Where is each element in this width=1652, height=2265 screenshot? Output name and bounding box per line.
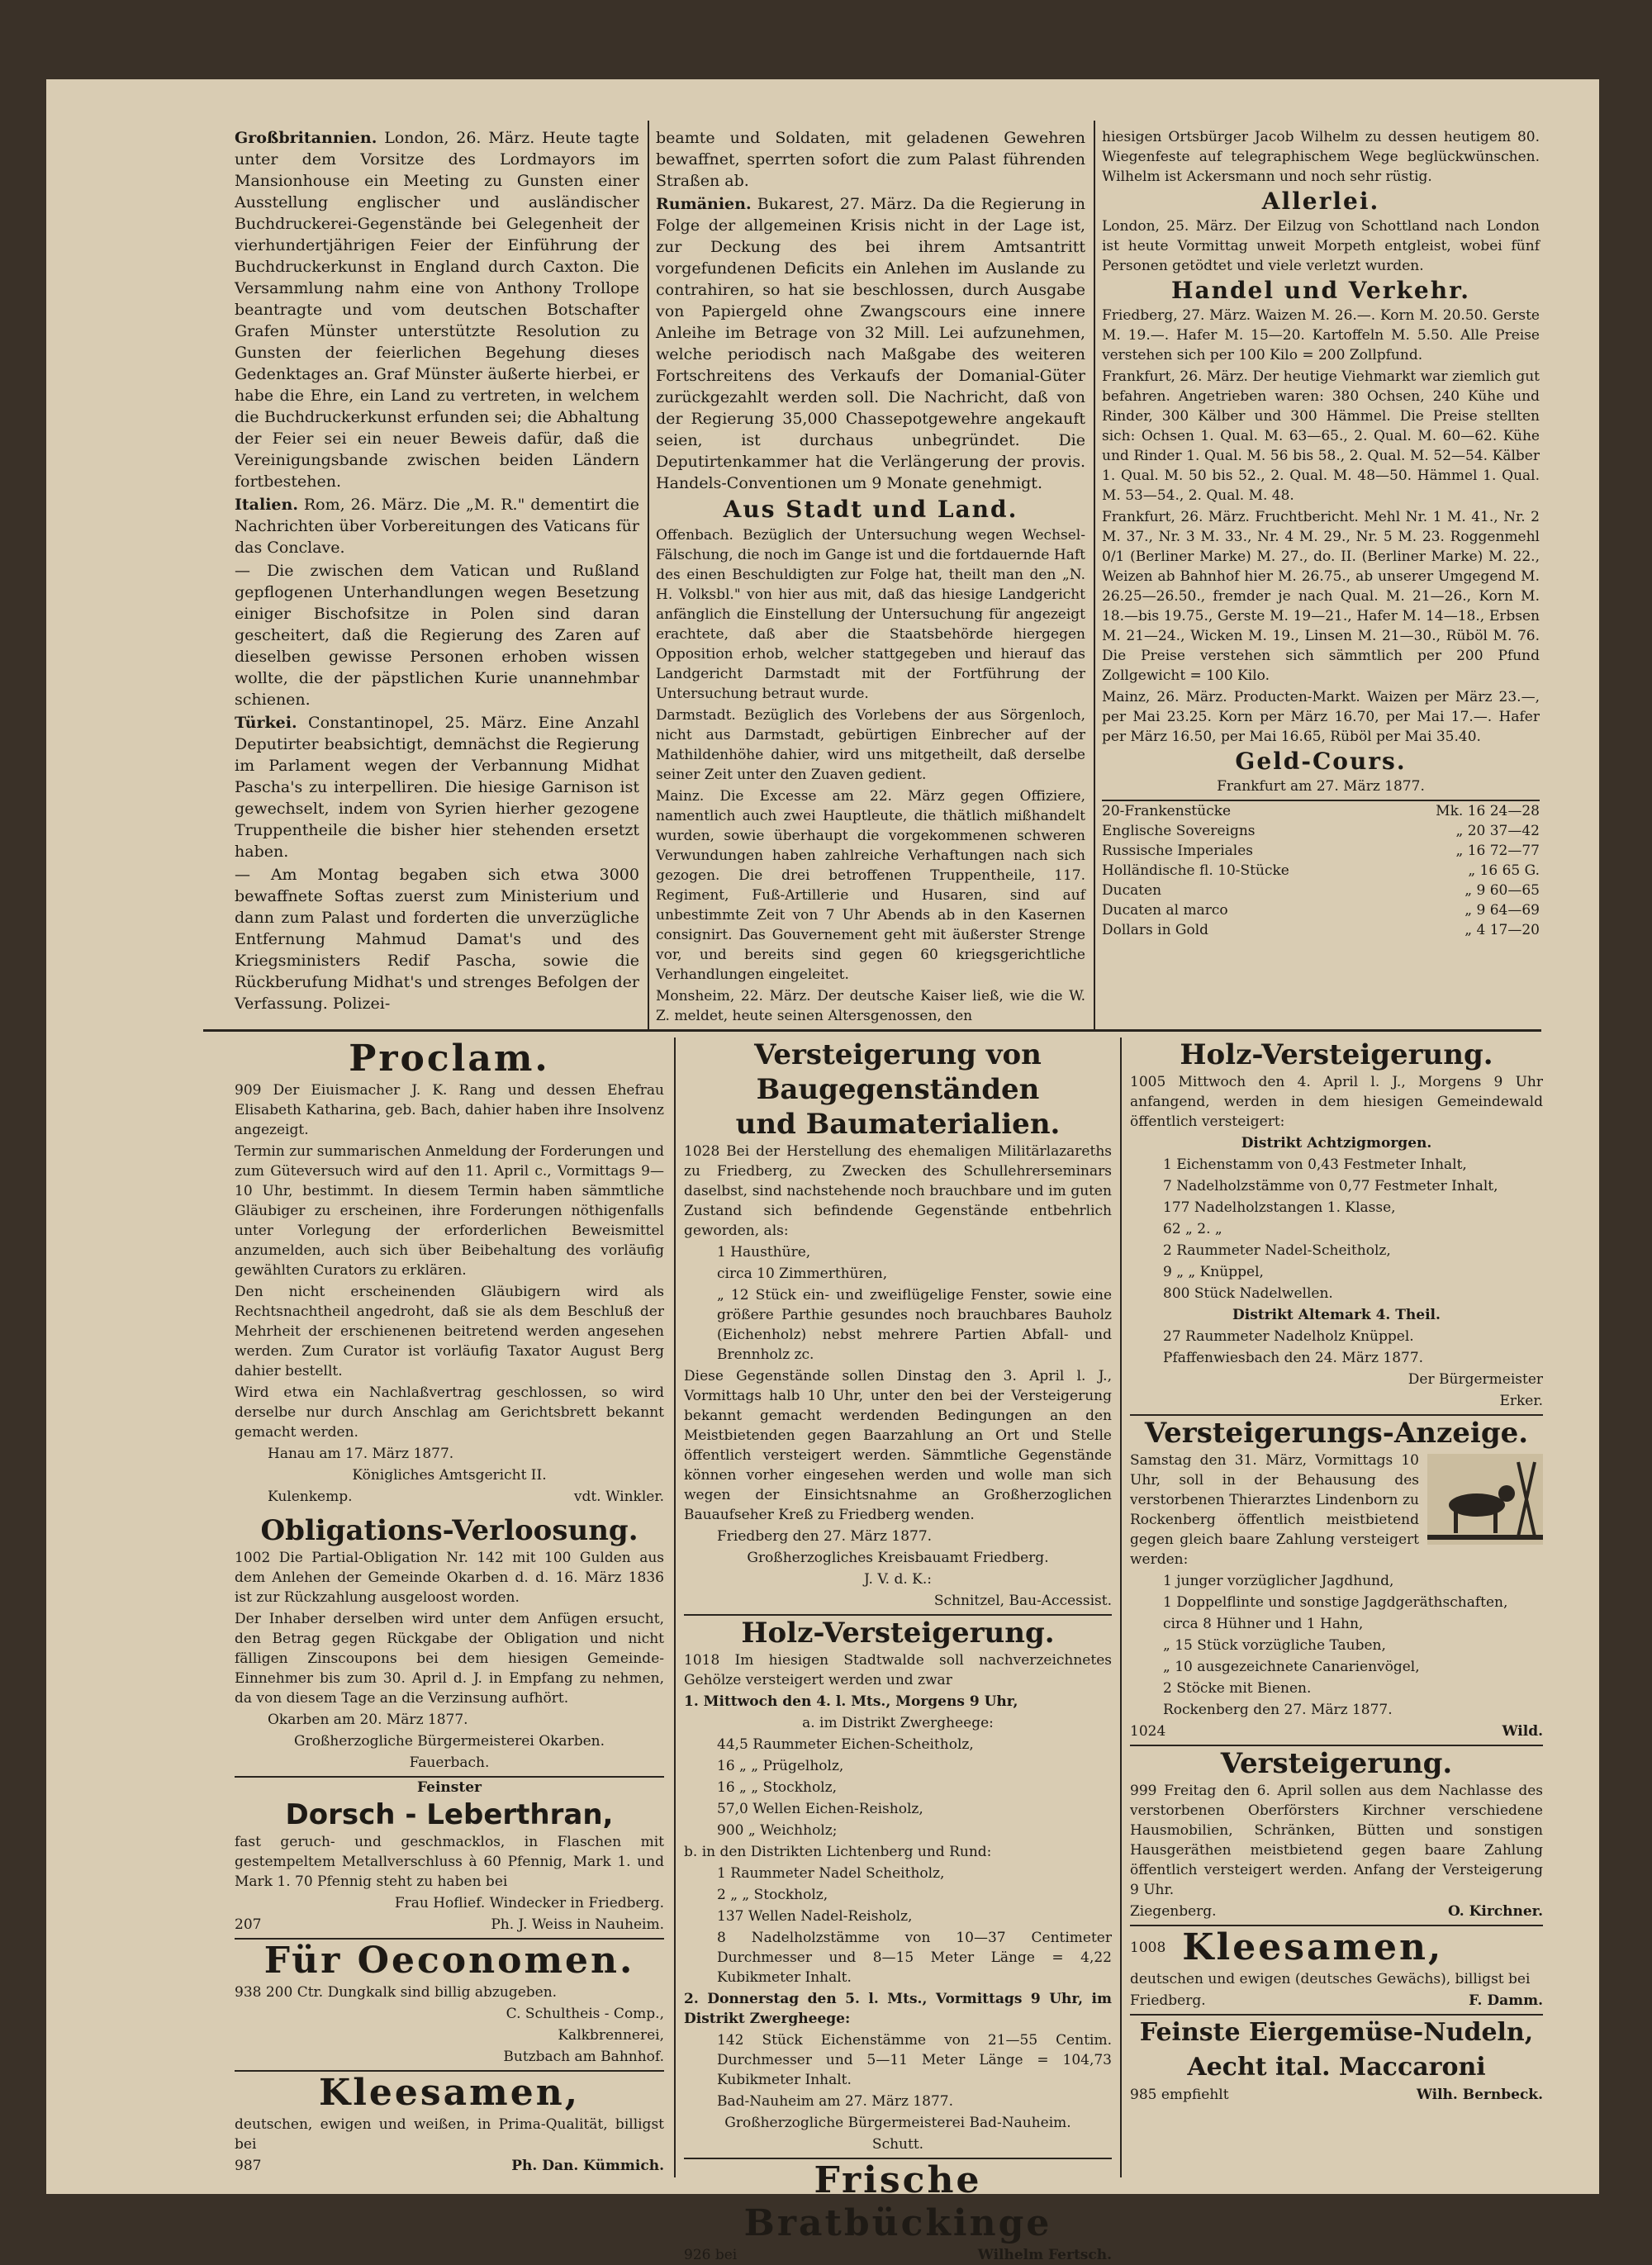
holz-1-heading: Holz-Versteigerung.	[1180, 1038, 1493, 1071]
list-item: „ 10 ausgezeichnete Canarienvögel,	[1163, 1659, 1420, 1675]
versteigerungs-anzeige-number: 1024	[1130, 1723, 1166, 1740]
holz-1-signature: Der Bürgermeister	[1408, 1371, 1543, 1388]
column-3	[1102, 127, 1540, 940]
newspaper-page	[46, 79, 1599, 2263]
table-row: Holländische fl. 10-Stücke „ 16 65 G.	[1102, 862, 1540, 879]
article-allerlei: London, 25. März. Der Eilzug von Schottland nach London ist heute Vormittag unweit Morpeth entgleist, wobei fünf Personen getödtet und viele verletzt wurden.	[1102, 218, 1540, 274]
bau-heading-1: Versteigerung von Baugegenständen	[754, 1038, 1042, 1106]
versteigerung-text: 999 Freitag den 6. April sollen aus dem Nachlasse des verstorbenen Oberförsters Kirchner verschiedene Hausmobilien, Schränken, Bütten und sonstigen Hausgeräthen meistbietend gegen baare Zahlung öffentlich versteigert werden. Anfang der Versteigerung 9 Uhr.	[1130, 1783, 1543, 1898]
article-handel-4: Mainz, 26. März. Producten-Markt. Waizen per März 23.—, per Mai 23.25. Korn per März 16.70, per Mai 17.—. Hafer per März 16.50, per Mai 16.65, Rüböl per Mai 35.40.	[1102, 689, 1540, 745]
list-item: 16 „ „ Prügelholz,	[717, 1758, 844, 1774]
table-row: Ducaten al marco „ 9 64—69	[1102, 902, 1540, 919]
dorsch-heading: Dorsch - Leberthran,	[285, 1798, 614, 1831]
heading-rumaenien: Rumänien.	[656, 195, 752, 213]
holz-2-date-1: 1. Mittwoch den 4. l. Mts., Morgens 9 Uhr,	[684, 1693, 1018, 1710]
ads-column-1	[235, 1038, 664, 2176]
kleesamen-number-1: 987	[235, 2158, 262, 2174]
versteigerungs-anzeige-heading: Versteigerungs-Anzeige.	[1144, 1417, 1529, 1450]
bau-signature: Schnitzel, Bau-Accessist.	[933, 1593, 1112, 1609]
article-tr: Constantinopel, 25. März. Eine Anzahl Deputirter beabsichtigt, demnächst die Regierung im Parlament wegen der Verbannung Midhat Pascha's zu interpelliren. Die hiesige Garnison ist gewechselt, indem von Syrien hierher gezogene Truppentheile die bisher hier stehenden ersetzt haben.	[235, 714, 639, 861]
obligations-heading: Obligations-Verloosung.	[260, 1514, 638, 1547]
list-item: 1 Doppelflinte und sonstige Jagdgeräthschaften,	[1163, 1594, 1508, 1611]
heading-italien: Italien.	[235, 496, 298, 514]
table-row: Dollars in Gold „ 4 17—20	[1102, 922, 1540, 938]
list-item: 57,0 Wellen Eichen-Reisholz,	[717, 1801, 923, 1817]
proclam-text-2: Termin zur summarischen Anmeldung der Forderungen und zum Güteversuch wird auf den 11. April c., Vormittags 9—10 Uhr, bestimmt. In diesem Termin haben sämmtliche Gläubiger zu erscheinen, ihre Forderungen nöthigenfalls unter Vorlegung der erforderlichen Beweismittel anzumelden, auch sich über Beibehaltung des vorläufig gewählten Curators zu erklären.	[235, 1143, 664, 1279]
versteigerungs-anzeige-signature: Wild.	[1502, 1723, 1543, 1740]
proclam-signature-2: vdt. Winkler.	[573, 1489, 664, 1505]
heading-handel: Handel und Verkehr.	[1171, 277, 1470, 304]
nudeln-signature: Wilh. Bernbeck.	[1416, 2087, 1543, 2103]
bau-text-2: Diese Gegenstände sollen Dinstag den 3. April l. J., Vormittags halb 10 Uhr, unter den bei der Versteigerung bekannt gemacht werdenden Bedingungen an den Meistbietenden gegen Baarzahlung an Ort und Stelle öffentlich versteigert werden. Sämmtliche Gegenstände können vorher eingesehen werden und wolle man sich wegen der Einsichtsnahme an Großherzoglichen Bauaufseher Kreß zu Friedberg wenden.	[684, 1368, 1112, 1523]
bratbueckinge-number: 926	[684, 2247, 711, 2263]
article-darmstadt: Darmstadt. Bezüglich des Vorlebens der aus Sörgenloch, nicht aus Darmstadt, gebürtigen Einbrecher auf der Mathildenhöhe dahier, wird uns mitgetheilt, daß derselbe seiner Zeit unter den Zuaven gedient.	[656, 707, 1085, 783]
proclam-text-4: Wird etwa ein Nachlaßvertrag geschlossen, so wird derselbe nur durch Anschlag am Gerichtsbrett bekannt gemacht werden.	[235, 1384, 664, 1441]
article-handel-1: Friedberg, 27. März. Waizen M. 26.—. Korn M. 20.50. Gerste M. 19.—. Hafer M. 15—20. Kartoffeln M. 5.50. Alle Preise verstehen sich per 100 Kilo = 200 Zollpfund.	[1102, 307, 1540, 363]
obligations-text-2: Der Inhaber derselben wird unter dem Anfügen ersucht, den Betrag gegen Rückgabe der Obligation und nicht fälligen Zinscoupons bei dem hiesigen Gemeinde-Einnehmer bis zum 30. April d. J. in Empfang zu nehmen, da von diesem Tage an die Verzinsung aufhört.	[235, 1611, 664, 1707]
nudeln-heading-2: Aecht ital. Maccaroni	[1187, 2053, 1486, 2082]
holz-1-district-1: Distrikt Achtzigmorgen.	[1241, 1135, 1432, 1151]
article-mainz: Mainz. Die Excesse am 22. März gegen Offiziere, namentlich auch zwei Hauptleute, die thätlich mißhandelt wurden, sowie überhaupt die vorgekommenen schweren Verwundungen haben zahlreiche Verhaftungen nach sich gezogen. Die drei betroffenen Truppentheile, 117. Regiment, Fuß-Artillerie und Husaren, sind auf unbestimmte Zeit von 7 Uhr Abends ab in den Kasernen consignirt. Das Gouvernement geht mit äußerster Strenge vor, und bereits sind gegen 60 kriegsgerichtliche Verhandlungen eingeleitet.	[656, 788, 1085, 983]
proclam-date: Hanau am 17. März 1877.	[268, 1446, 454, 1462]
holz-2-district-a: a. im Distrikt Zwergheege:	[802, 1715, 994, 1731]
hunting-dog-illustration-icon	[1427, 1454, 1543, 1545]
holz-1-name: Erker.	[1499, 1393, 1543, 1409]
bau-item-1: 1 Hausthüre,	[717, 1244, 811, 1261]
bratbueckinge-heading: Frische Bratbückinge	[743, 2159, 1052, 2244]
ads-column-3: Holz-Versteigerung. 1005 Mittwoch den 4. April l. J., Morgens 9 Uhr anfangend, werden in dem hiesigen Gemeindewald öffentlich versteigert: Distrikt Achtzigmorgen. 1 Eichenstamm von 0,43 Festmeter Inhalt, 7 Nadelholzstämme von 0,77 Festmeter Inhalt, 177 Nadelholzstangen 1. Klasse, 62 „ 2. „ 2 Raummeter Nadel-Scheitholz, 9 „ „ Knüppel, 800 Stück Nadelwellen. Distrikt Altemark 4. Theil. 27 Raummeter Nadelholz Knüppel. Pfaffenwiesbach den 24. März 1877. Der Bürgermeister Erker. Versteigerungs-Anzeige. Samstag den 31. März, Vormittags 10 Uhr, soll in der Behausung des verstorbenen Thierarztes Lindenborn zu Rockenberg öffentlich meistbietend gegen gleich baare Zahlung versteigert werden: 1 junger vorzüglicher Jagdhund, 1 Doppelflinte und sonstige Jagdgeräthschaften, circa 8 Hühner und 1 Hahn, „ 15 Stück vorzügliche Tauben, „ 10 ausgezeichnete Canarienvögel, 2 Stöcke mit Bienen. Rockenberg den 27. März 1877. 1024 Wild. Versteigerung. 999 Freitag den 6. April sollen aus dem Nachlasse des verstorbenen Oberförsters Kirchner verschiedene Hausmobilien, Schränken, Bütten und sonstigen Hausgeräthen meistbietend gegen baare Zahlung öffentlich versteigert werden. Anfang der Versteigerung 9 Uhr. Ziegenberg. O. Kirchner. 1008 Kleesamen, deutschen und ewigen (deutsches Gewächs), billigst bei Friedberg. F. Damm. Feinste Eiergemüse-Nudeln, Aecht ital. Maccaroni 985 empfiehlt Wilh. Bernbeck.	[1130, 1038, 1543, 2103]
list-item: 8 Nadelholzstämme von 10—37 Centimeter Durchmesser und 8—15 Meter Länge = 4,22 Kubikmeter Inhalt.	[717, 1930, 1112, 1986]
holz-1-date: Pfaffenwiesbach den 24. März 1877.	[1163, 1350, 1424, 1366]
column-1	[235, 127, 639, 1016]
article-it-2: — Die zwischen dem Vatican und Rußland gepflogenen Unterhandlungen wegen Besetzung einiger Bischofsitze in Polen sind daran gescheitert, daß die Regierung des Zaren auf dieselben gewisse Personen erhoben wissen wollte, die der päpstlichen Kurie unannehmbar schienen.	[235, 562, 639, 709]
list-item: „ 15 Stück vorzügliche Tauben,	[1163, 1637, 1386, 1654]
oeconomen-text: 938 200 Ctr. Dungkalk sind billig abzugeben.	[235, 1984, 558, 2001]
table-row: Ducaten „ 9 60—65	[1102, 882, 1540, 899]
kleesamen-text-1: deutschen, ewigen und weißen, in Prima-Qualität, billigst bei	[235, 2116, 664, 2153]
article-offenbach: Offenbach. Bezüglich der Untersuchung wegen Wechsel-Fälschung, die noch im Gange ist und die fortdauernde Haft des einen Beschuldigten zur Folge hat, theilt man den „N. H. Volksbl." von hier aus mit, daß das hiesige Landgericht anfänglich die Einstellung der Untersuchung für angezeigt erachtete, daß aber die Staatsbehörde hiergegen Opposition erhob, welcher stattgegeben und hierauf das Landgericht Darmstadt mit der Fortführung der Untersuchung betraut wurde.	[656, 527, 1085, 702]
kleesamen-place-2: Friedberg.	[1130, 1992, 1206, 2009]
list-item: 7 Nadelholzstämme von 0,77 Festmeter Inhalt,	[1163, 1178, 1498, 1194]
versteigerung-place: Ziegenberg.	[1130, 1903, 1217, 1920]
proclam-court: Königliches Amtsgericht II.	[352, 1467, 547, 1484]
article-ro: Bukarest, 27. März. Da die Regierung in Folge der allgemeinen Krisis nicht in der Lage ist, zur Deckung des bei ihrem Amtsantritt vorgefundenen Deficits ein Anlehen im Auslande zu contrahiren, so hat sie beschlossen, durch Ausgabe von Papiergeld ohne Zwangscours eine innere Anleihe im Betrage von 32 Mill. Lei aufzunehmen, welche periodisch nach Maßgabe des weiteren Fortschreitens des Verkaufs der Domanial-Güter zurückgezahlt werden soll. Die Nachricht, daß von der Regierung 35,000 Chassepotgewehre angekauft seien, ist durchaus unbegründet. Die Deputirtenkammer hat die Verlängerung der provis. Handels-Conventionen um 9 Monate genehmigt.	[656, 195, 1085, 492]
dorsch-seller-2: Ph. J. Weiss in Nauheim.	[491, 1916, 664, 1933]
holz-2-date-2: 2. Donnerstag den 5. l. Mts., Vormittags 9 Uhr, im Distrikt Zwergheege:	[684, 1991, 1112, 2027]
list-item: 62 „ 2. „	[1163, 1221, 1222, 1237]
article-gb: London, 26. März. Heute tagte unter dem Vorsitze des Lordmayors im Mansionhouse ein Meeting zu Gunsten einer Ausstellung englischer und ausländischer Buchdruckerei-Gegenstände bei Gelegenheit der vierhundertjährigen Feier der Einführung der Buchdruckerkunst in England durch Caxton. Die Versammlung nahm eine von Anthony Trollope beantragte und vom deutschen Botschafter Grafen Münster unterstützte Resolution zu Gunsten der feierlichen Begehung dieses Gedenktages an. Graf Münster äußerte hierbei, er habe die Ehre, ein Land zu vertreten, in welchem die Buchdruckerkunst erfunden sei; die Abhaltung der Feier sei ein neuer Beweis dafür, daß die Vereinigungsbande zwischen beiden Ländern fortbestehen.	[235, 129, 639, 491]
list-item: 44,5 Raummeter Eichen-Scheitholz,	[717, 1736, 974, 1753]
column-rule-1	[648, 121, 649, 1029]
obligations-signature: Großherzogliche Bürgermeisterei Okarben.	[293, 1733, 605, 1750]
heading-allerlei: Allerlei.	[1261, 188, 1380, 215]
kleesamen-signature-1: Ph. Dan. Kümmich.	[511, 2158, 664, 2174]
heading-tuerkei: Türkei.	[235, 714, 297, 732]
holz-2-signature: Großherzogliche Bürgermeisterei Bad-Nauheim.	[724, 2115, 1071, 2131]
section-rule	[203, 1029, 1541, 1032]
obligations-text: 1002 Die Partial-Obligation Nr. 142 mit 100 Gulden aus dem Anlehen der Gemeinde Okarben d. d. 16. März 1836 ist zur Rückzahlung ausgeloost worden.	[235, 1550, 664, 1606]
article-it: Rom, 26. März. Die „M. R." dementirt die Nachrichten über Vorbereitungen des Vaticans für das Conclave.	[235, 496, 639, 557]
bau-date: Friedberg den 27. März 1877.	[717, 1528, 933, 1545]
versteigerung-heading: Versteigerung.	[1220, 1747, 1453, 1780]
holz-2-text: 1018 Im hiesigen Stadtwalde soll nachverzeichnetes Gehölze versteigert werden und zwar	[684, 1652, 1112, 1688]
geld-cours-table	[1102, 800, 1540, 940]
bau-text: 1028 Bei der Herstellung des ehemaligen Militärlazareths zu Friedberg, zu Zwecken des Schullehrerseminars daselbst, sind nachstehende noch brauchbare und im guten Zustand sich befindende Gegenstände entbehrlich geworden, als:	[684, 1143, 1112, 1239]
list-item: 9 „ „ Knüppel,	[1163, 1264, 1264, 1280]
holz-2-heading: Holz-Versteigerung.	[741, 1617, 1055, 1650]
nudeln-heading-1: Feinste Eiergemüse-Nudeln,	[1139, 2018, 1534, 2047]
dorsch-seller-1: Frau Hoflief. Windecker in Friedberg.	[394, 1895, 664, 1911]
table-row: Englische Sovereigns „ 20 37—42	[1102, 823, 1540, 839]
dorsch-text: fast geruch- und geschmacklos, in Flaschen mit gestempeltem Metallverschluss à 60 Pfennig, Mark 1. und Mark 1. 70 Pfennig steht zu haben bei	[235, 1834, 664, 1890]
table-row: 20-Frankenstücke Mk. 16 24—28	[1102, 803, 1540, 819]
list-item: 2 Raummeter Nadel-Scheitholz,	[1163, 1242, 1391, 1259]
article-continued: beamte und Soldaten, mit geladenen Gewehren bewaffnet, sperrten sofort die zum Palast führenden Straßen ab.	[656, 129, 1085, 190]
proclam-signature-1: Kulenkemp.	[268, 1489, 353, 1505]
list-item: 2 „ „ Stockholz,	[717, 1887, 828, 1903]
kleesamen-number-2: 1008	[1130, 1940, 1166, 1956]
article-handel-2: Frankfurt, 26. März. Der heutige Viehmarkt war ziemlich gut befahren. Angetrieben waren: 380 Ochsen, 240 Kühe und Rinder, 300 Kälber und 300 Hämmel. Die Preise stellten sich: Ochsen 1. Qual. M. 63—65., 2. Qual. M. 60—62. Kühe und Rinder 1. Qual. M. 56 bis 58., 2. Qual. M. 52—54. Kälber 1. Qual. M. 50 bis 52., 2. Qual. M. 48—50. Hämmel 1. Qual. M. 53—54., 2. Qual. M. 48.	[1102, 368, 1540, 504]
oeconomen-firm-2: Kalkbrennerei,	[558, 2027, 664, 2044]
article-wilhelm: hiesigen Ortsbürger Jacob Wilhelm zu dessen heutigem 80. Wiegenfeste auf telegraphischem Wege beglückwünschen. Wilhelm ist Ackersmann und noch sehr rüstig.	[1102, 129, 1540, 185]
article-monsheim: Monsheim, 22. März. Der deutsche Kaiser ließ, wie die W. Z. meldet, heute seinen Altersgenossen, den	[656, 988, 1085, 1024]
versteigerung-signature: O. Kirchner.	[1447, 1903, 1543, 1920]
bratbueckinge-signature: Wilhelm Fertsch.	[977, 2247, 1112, 2263]
versteigerungs-anzeige-date: Rockenberg den 27. März 1877.	[1163, 1702, 1393, 1718]
list-item: 1 Eichenstamm von 0,43 Festmeter Inhalt,	[1163, 1156, 1467, 1173]
holz-1-text: 1005 Mittwoch den 4. April l. J., Morgens 9 Uhr anfangend, werden in dem hiesigen Gemeindewald öffentlich versteigert:	[1130, 1074, 1543, 1130]
obligations-date: Okarben am 20. März 1877.	[268, 1712, 468, 1728]
oeconomen-firm-3: Butzbach am Bahnhof.	[503, 2049, 664, 2065]
ads-column-2: Versteigerung von Baugegenständen und Baumaterialien. 1028 Bei der Herstellung des ehemaligen Militärlazareths zu Friedberg, zu Zwecken des Schullehrerseminars daselbst, sind nachstehende noch brauchbare und im guten Zustand sich befindende Gegenstände entbehrlich geworden, als: 1 Hausthüre, circa 10 Zimmerthüren, „ 12 Stück ein- und zweiflügelige Fenster, sowie eine größere Parthie gesundes noch brauchbares Bauholz (Eichenholz) nebst mehrere Partien Abfall- und Brennholz zc. Diese Gegenstände sollen Dinstag den 3. April l. J., Vormittags halb 10 Uhr, unter den bei der Versteigerung bekannt gemacht werdenden Bedingungen an den Meistbietenden gegen Baarzahlung an Ort und Stelle öffentlich versteigert werden. Sämmtliche Gegenstände können vorher eingesehen werden und wolle man sich wegen der Einsichtsnahme an Großherzoglichen Bauaufseher Kreß zu Friedberg wenden. Friedberg den 27. März 1877. Großherzogliches Kreisbauamt Friedberg. J. V. d. K.: Schnitzel, Bau-Accessist. Holz-Versteigerung. 1018 Im hiesigen Stadtwalde soll nachverzeichnetes Gehölze versteigert werden und zwar 1. Mittwoch den 4. l. Mts., Morgens 9 Uhr, a. im Distrikt Zwergheege: 44,5 Raummeter Eichen-Scheitholz, 16 „ „ Prügelholz, 16 „ „ Stockholz, 57,0 Wellen Eichen-Reisholz, 900 „ Weichholz; b. in den Distrikten Lichtenberg und Rund: 1 Raummeter Nadel Scheitholz, 2 „ „ Stockholz, 137 Wellen Nadel-Reisholz, 8 Nadelholzstämme von 10—37 Centimeter Durchmesser und 8—15 Meter Länge = 4,22 Kubikmeter Inhalt. 2. Donnerstag den 5. l. Mts., Vormittags 9 Uhr, im Distrikt Zwergheege: 142 Stück Eichenstämme von 21—55 Centim. Durchmesser und 5—11 Meter Länge = 104,73 Kubikmeter Inhalt. Bad-Nauheim am 27. März 1877. Großherzogliche Bürgermeisterei Bad-Nauheim. Schutt. Frische Bratbückinge 926 bei Wilhelm Fertsch.	[684, 1038, 1112, 2263]
list-item: 1 Raummeter Nadel Scheitholz,	[717, 1865, 945, 1882]
nudeln-number: 985	[1130, 2087, 1157, 2103]
obligations-name: Fauerbach.	[409, 1755, 490, 1771]
column-rule-4	[1120, 1038, 1122, 2177]
proclam-heading: Proclam.	[349, 1038, 550, 1080]
list-item: 142 Stück Eichenstämme von 21—55 Centim. Durchmesser und 5—11 Meter Länge = 104,73 Kubikmeter Inhalt.	[717, 2032, 1112, 2088]
list-item: 2 Stöcke mit Bienen.	[1163, 1680, 1312, 1697]
heading-geld-cours: Geld-Cours.	[1235, 748, 1407, 775]
heading-stadt-und-land: Aus Stadt und Land.	[723, 496, 1018, 523]
holz-2-name: Schutt.	[871, 2136, 924, 2153]
dorsch-number: 207	[235, 1916, 262, 1933]
geld-cours-date: Frankfurt am 27. März 1877.	[1217, 778, 1425, 795]
dorsch-top: Feinster	[417, 1779, 482, 1796]
bau-heading-2: und Baumaterialien.	[735, 1108, 1061, 1141]
proclam-text: 909 Der Eiuismacher J. K. Rang und dessen Ehefrau Elisabeth Katharina, geb. Bach, dahier haben ihre Insolvenz angezeigt.	[235, 1082, 664, 1138]
list-item: 900 „ Weichholz;	[717, 1822, 838, 1839]
list-item: 1 junger vorzüglicher Jagdhund,	[1163, 1573, 1394, 1589]
oeconomen-heading: Für Oeconomen.	[263, 1940, 635, 1982]
column-rule-3	[674, 1038, 676, 2177]
proclam-text-3: Den nicht erscheinenden Gläubigern wird als Rechtsnachtheil angedroht, daß sie als dem Beschluß der Mehrheit der erschienenen beitretend werden angesehen werden. Zum Curator ist vorläufig Taxator August Berg dahier bestellt.	[235, 1284, 664, 1379]
holz-2-date: Bad-Nauheim am 27. März 1877.	[717, 2093, 953, 2110]
list-item: 16 „ „ Stockholz,	[717, 1779, 837, 1796]
list-item: 137 Wellen Nadel-Reisholz,	[717, 1908, 913, 1925]
kleesamen-text-2: deutschen und ewigen (deutsches Gewächs), billigst bei	[1130, 1971, 1531, 1987]
article-handel-3: Frankfurt, 26. März. Fruchtbericht. Mehl Nr. 1 M. 41., Nr. 2 M. 37., Nr. 3 M. 33., Nr. 4 M. 29., Nr. 5 M. 23. Roggenmehl 0/1 (Berliner Marke) M. 27., do. II. (Berliner Marke) M. 22., Weizen ab Bahnhof hier M. 26.75., ab unserer Umgegend M. 26.25—26.50., fremder je nach Qual. M. 21—26., Korn M. 18.—bis 19.75., Gerste M. 19—21., Hafer M. 14—18., Erbsen M. 21—24., Wicken M. 19., Linsen M. 21—30., Rüböl M. 76. Die Preise verstehen sich sämmtlich per 200 Pfund Zollgewicht = 100 Kilo.	[1102, 509, 1540, 684]
bau-vbdr: J. V. d. K.:	[864, 1571, 932, 1588]
column-rule-2	[1094, 121, 1095, 1029]
heading-grossbritannien: Großbritannien.	[235, 129, 377, 147]
column-2	[656, 127, 1085, 1028]
list-item: 177 Nadelholzstangen 1. Klasse,	[1163, 1199, 1396, 1216]
list-item: 27 Raummeter Nadelholz Knüppel.	[1163, 1328, 1414, 1345]
list-item: circa 8 Hühner und 1 Hahn,	[1163, 1616, 1364, 1632]
article-tr-2: — Am Montag begaben sich etwa 3000 bewaffnete Softas zuerst zum Ministerium und dann zum Palast und forderten die unverzügliche Entfernung Mahmud Damat's und des Kriegsministers Redif Pascha, sowie die Rückberufung Midhat's und strenges Befolgen der Verfassung. Polizei-	[235, 866, 639, 1013]
bau-item-3: „ 12 Stück ein- und zweiflügelige Fenster, sowie eine größere Parthie gesundes noch brauchbares Bauholz (Eichenholz) nebst mehrere Partien Abfall- und Brennholz zc.	[717, 1287, 1112, 1363]
table-row: Russische Imperiales „ 16 72—77	[1102, 843, 1540, 859]
holz-1-district-2: Distrikt Altemark 4. Theil.	[1232, 1307, 1441, 1323]
kleesamen-heading-2: Kleesamen,	[1182, 1926, 1444, 1968]
bau-item-2: circa 10 Zimmerthüren,	[717, 1265, 888, 1282]
list-item: 800 Stück Nadelwellen.	[1163, 1285, 1333, 1302]
holz-2-district-b: b. in den Distrikten Lichtenberg und Rund:	[684, 1844, 992, 1860]
bau-office: Großherzogliches Kreisbauamt Friedberg.	[747, 1550, 1049, 1566]
oeconomen-firm: C. Schultheis - Comp.,	[506, 2006, 664, 2022]
kleesamen-signature-2: F. Damm.	[1469, 1992, 1543, 2009]
versteigerungs-anzeige-text: Samstag den 31. März, Vormittags 10 Uhr, soll in der Behausung des verstorbenen Thierarztes Lindenborn zu Rockenberg öffentlich meistbietend gegen gleich baare Zahlung versteigert werden:	[1130, 1452, 1419, 1568]
kleesamen-heading-1: Kleesamen,	[318, 2072, 581, 2114]
